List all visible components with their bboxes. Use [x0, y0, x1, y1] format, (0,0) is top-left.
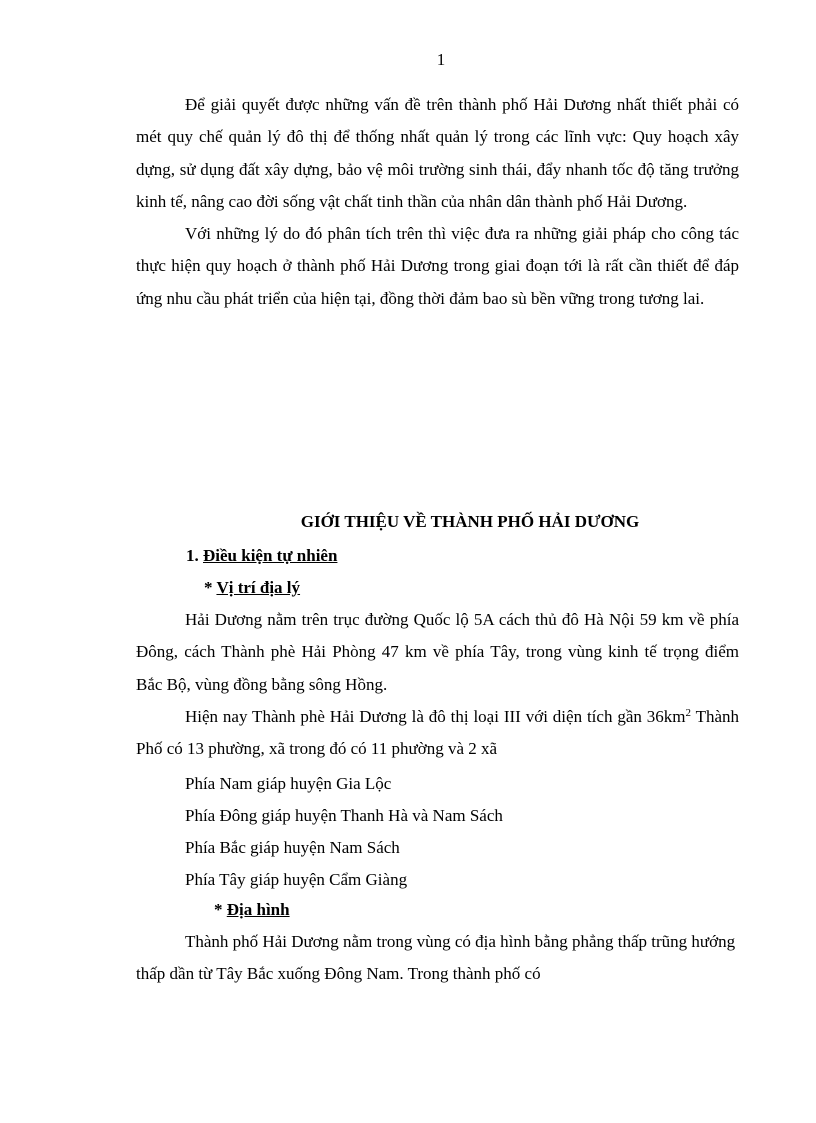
subheading-terrain-title: Địa hình [226, 900, 290, 919]
border-north: Phía Bắc giáp huyện Nam Sách [185, 838, 400, 857]
intro-section [136, 89, 739, 315]
subheading-location-title: Vị trí địa lý [216, 578, 301, 597]
subheading-terrain [214, 900, 290, 920]
document-title: GIỚI THIỆU VỀ THÀNH PHỐ HẢI DƯƠNG [300, 512, 640, 531]
bullet-star: * [214, 900, 227, 919]
terrain-paragraph: Thành phố Hải Dương nằm trong vùng có địa hình bằng phẳng thấp trũng hướng thấp dần từ Tây Bắc xuống Đông Nam. Trong thành phố có [136, 932, 736, 984]
location-paragraph-2 [136, 701, 739, 766]
section-title: Điều kiện tự nhiên [203, 546, 338, 565]
bullet-star: * [204, 578, 217, 597]
page-number: 1 [436, 50, 446, 69]
border-west: Phía Tây giáp huyện Cẩm Giàng [185, 870, 408, 889]
area-superscript: 2 [685, 706, 691, 719]
area-text: Hiện nay Thành phè Hải Dương là đô thị loại III với diện tích gần 36km [185, 706, 686, 726]
intro-paragraph-2: Với những lý do đó phân tích trên thì việc đưa ra những giải pháp cho công tác thực hiện quy hoạch ở thành phố Hải Dương trong giai đoạn tới là rất cần thiết để đáp ứng nhu cầu phát triển của hiện tại, đồng thời đảm bao sù bền vững trong tương lai. [136, 224, 739, 308]
terrain-section [136, 926, 739, 991]
border-south: Phía Nam giáp huyện Gia Lộc [185, 774, 392, 793]
section-heading-natural-conditions [186, 546, 337, 566]
intro-paragraph-1: Để giải quyết được những vấn đề trên thành phố Hải Dương nhất thiết phải có mét quy chế quản lý đô thị để thống nhất quản lý trong các lĩnh vực: Quy hoạch xây dựng, sử dụng đất xây dựng, bảo vệ môi trường sinh thái, đẩy nhanh tốc độ tăng trưởng kinh tế, nâng cao đời sống vật chất tinh thần của nhân dân thành phố Hải Dương. [136, 95, 739, 211]
subheading-location [204, 578, 300, 598]
location-section [136, 604, 739, 765]
border-east: Phía Đông giáp huyện Thanh Hà và Nam Sách [185, 806, 503, 825]
wards-text: Thành Phố có 13 phường, xã trong đó có 11 phường và 2 xã [136, 706, 740, 759]
location-paragraph-1: Hải Dương nằm trên trục đường Quốc lộ 5A cách thủ đô Hà Nội 59 km về phía Đông, cách Thành phè Hải Phòng 47 km về phía Tây, trong vùng kinh tế trọng điểm Bắc Bộ, vùng đồng bằng sông Hồng. [136, 610, 739, 694]
section-number: 1. [186, 546, 203, 565]
